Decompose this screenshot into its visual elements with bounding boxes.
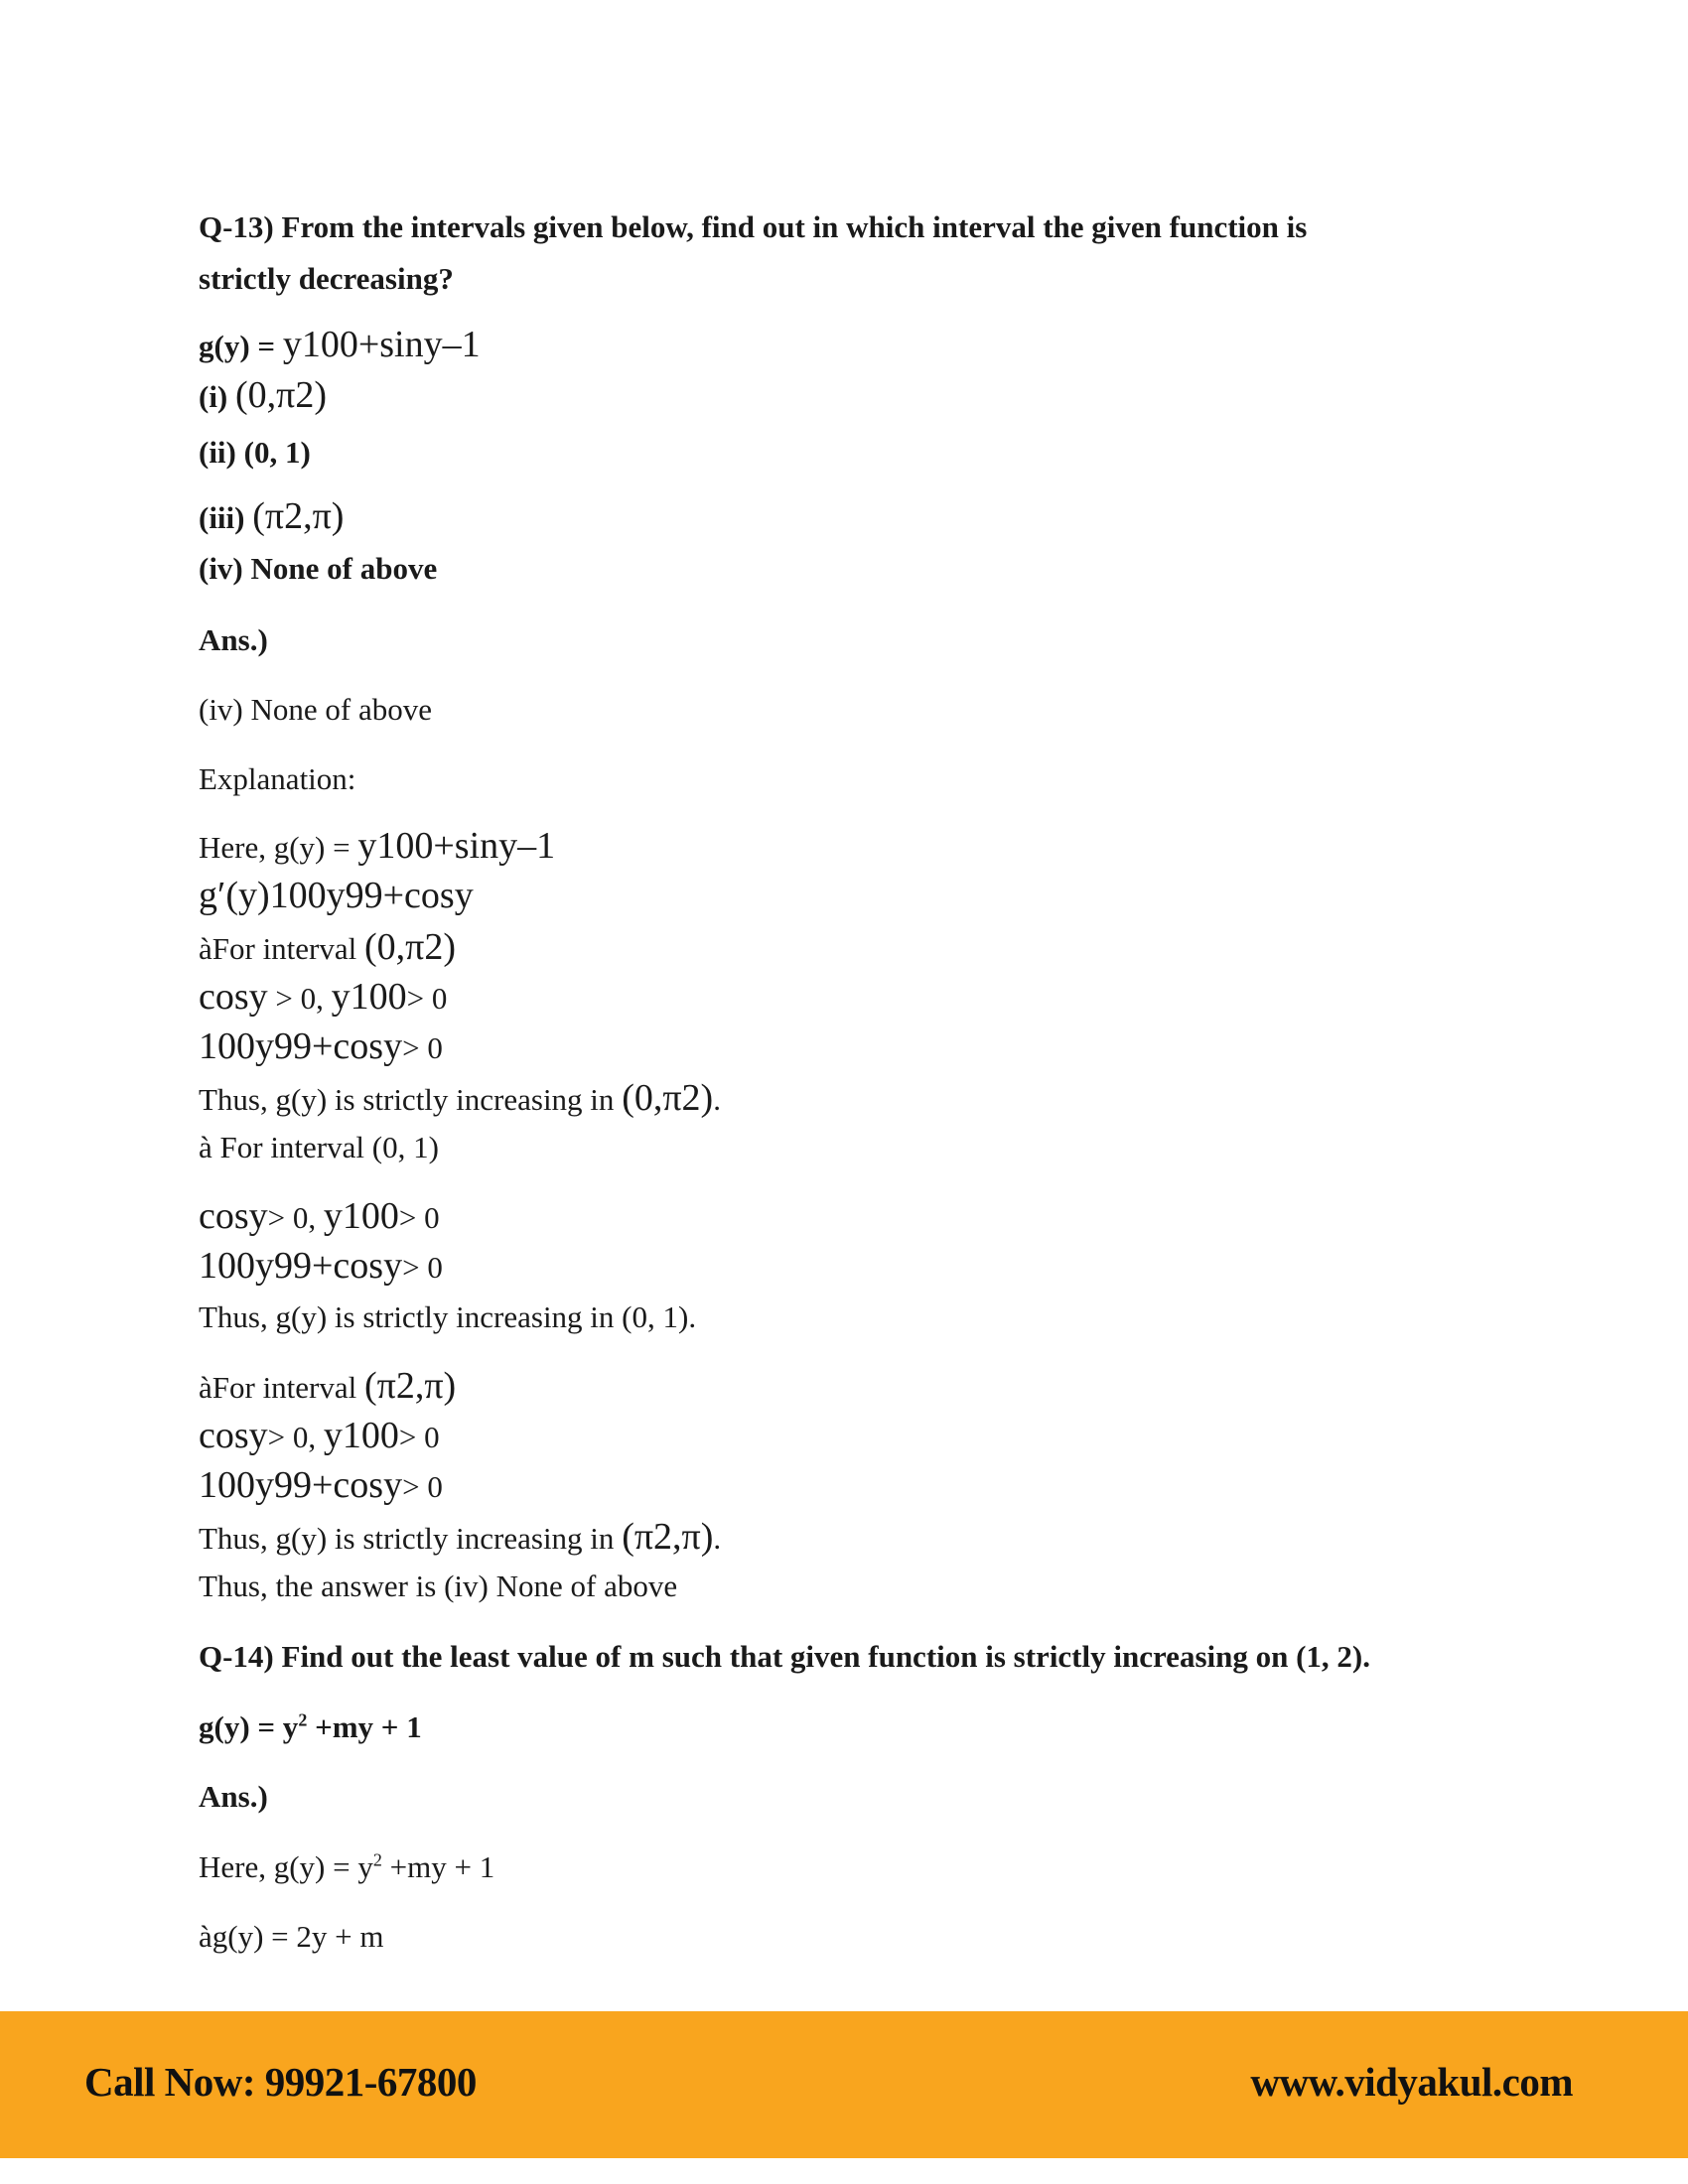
q14-derivative: àg(y) = 2y + m (199, 1919, 384, 1954)
q13-option-3: (iii) (π2,π) (199, 495, 345, 537)
q13-answer-value: (iv) None of above (199, 692, 432, 727)
q13-derivative: g′(y)100y99+cosy (199, 875, 474, 916)
q14-function: $g(y) = y^2 +my + 1$ (199, 1709, 422, 1744)
q13-interval-2-condition-a: cosy> 0, y100> 0 (199, 1195, 440, 1237)
q13-explanation-heading: Explanation: (199, 761, 356, 796)
q13-title-line1: Q-13) From the intervals given below, find out in which interval the given function is (199, 209, 1308, 244)
q13-final-answer: Thus, the answer is (iv) None of above (199, 1569, 678, 1603)
q13-interval-1-condition-b: 100y99+cosy> 0 (199, 1025, 443, 1067)
q13-function: g(y) = y100+siny–1 (199, 324, 481, 365)
q13-interval-3-heading: àFor interval (π2,π) (199, 1365, 457, 1407)
q13-title-line2: strictly decreasing? (199, 261, 454, 296)
q14-answer-label: Ans.) (199, 1779, 268, 1814)
q13-interval-2-heading: à For interval (0, 1) (199, 1130, 439, 1164)
q13-here-function: Here, g(y) = y100+siny–1 (199, 825, 556, 867)
q13-interval-1-condition-a: cosy > 0, y100> 0 (199, 976, 448, 1018)
q13-interval-3-conclusion: Thus, g(y) is strictly increasing in (π2,π). (199, 1516, 722, 1558)
q13-interval-1-heading: àFor interval (0,π2) (199, 926, 457, 968)
q13-option-2: (ii) (0, 1) (199, 435, 311, 470)
q13-interval-3-condition-b: 100y99+cosy> 0 (199, 1464, 443, 1506)
q14-here-function: Here, $g(y) = y^2 +my + 1$ (199, 1849, 495, 1884)
q13-option-1: (i) (0,π2) (199, 374, 328, 416)
q13-interval-1-conclusion: Thus, g(y) is strictly increasing in (0,π2). (199, 1077, 721, 1119)
q13-interval-3-condition-a: cosy> 0, y100> 0 (199, 1415, 440, 1456)
website-link[interactable]: www.vidyakul.com (1250, 2059, 1573, 2105)
q14-title: Q-14) Find out the least value of m such that given function is strictly increasing on (1, 2). (199, 1639, 1370, 1674)
footer-banner (0, 2011, 1688, 2158)
q13-interval-2-conclusion: Thus, g(y) is strictly increasing in (0, 1). (199, 1299, 697, 1334)
q13-interval-2-condition-b: 100y99+cosy> 0 (199, 1245, 443, 1287)
call-now-phone[interactable]: Call Now: 99921-67800 (84, 2059, 477, 2105)
q13-answer-label: Ans.) (199, 622, 268, 657)
q13-option-4: (iv) None of above (199, 551, 438, 586)
